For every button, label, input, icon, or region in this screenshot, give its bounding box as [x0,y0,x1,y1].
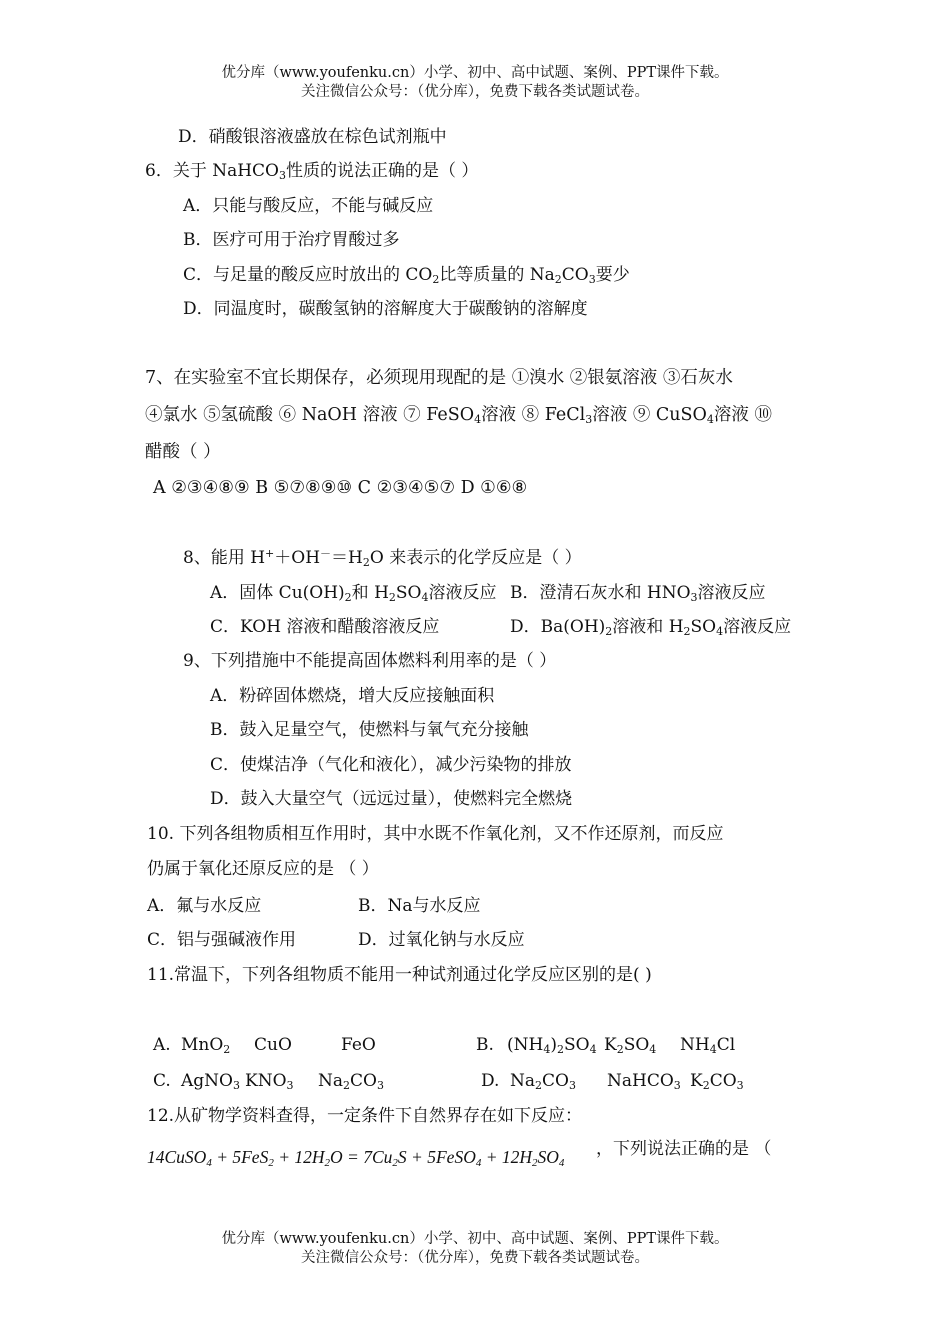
header-line-2: 关注微信公众号：（优分库），免费下载各类试题试卷。 [301,84,649,100]
q11-stem: 11.常温下，下列各组物质不能用一种试剂通过化学反应区别的是( ) [147,965,652,985]
q11-option-c-item-3: $Na_2CO_3$ [318,1071,384,1092]
q5-option-d: D．硝酸银溶液盛放在棕色试剂瓶中 [178,127,447,147]
q12-stem-tail: ，下列说法正确的是 （ [596,1139,772,1159]
q10-option-d: D．过氧化钠与水反应 [358,930,525,950]
q8-option-c: C．KOH 溶液和醋酸溶液反应 [210,617,440,637]
q9-stem: 9、下列措施中不能提高固体燃料利用率的是（ ） [183,651,557,671]
q11-option-a-item-2: CuO [254,1035,292,1055]
q7-line-2: ④氯水 ⑤氢硫酸 ⑥ NaOH 溶液 ⑦ FeSO$_4$溶液 ⑧ FeCl$_3$溶液 ⑨ CuSO$_4$溶液 ⑩ [145,405,772,426]
q11-option-b-item-3: $NH_4Cl$ [680,1035,736,1056]
q11-option-c-item-1: AgNO$_3$ [181,1071,240,1092]
footer-line-1: 优分库（www.youfenku.cn）小学、初中、高中试题、案例、PPT课件下载。 [221,1231,729,1247]
q6-stem: 6．关于 NaHCO$_3$性质的说法正确的是（ ） [145,161,479,182]
q11-option-d-item-3: $K_2CO_3$ [690,1071,744,1092]
q11-option-b-label: B. [476,1035,494,1055]
q11-option-d-item-2: NaHCO$_3$ [607,1071,681,1092]
q9-option-d: D．鼓入大量空气（远远过量），使燃料完全燃烧 [210,789,573,809]
q7-options: A ②③④⑧⑨ B ⑤⑦⑧⑨⑩ C ②③④⑤⑦ D ①⑥⑧ [153,478,528,498]
q6-option-c: C．与足量的酸反应时放出的 $CO_2$比等质量的 $Na_2CO_3$要少 [183,265,630,286]
footer-line-2: 关注微信公众号：（优分库），免费下载各类试题试卷。 [301,1250,649,1266]
q10-option-b: B．Na与水反应 [358,896,481,916]
q10-line-1: 10. 下列各组物质相互作用时，其中水既不作氧化剂，又不作还原剂，而反应 [147,824,724,844]
q10-line-2: 仍属于氧化还原反应的是 （ ） [147,859,379,879]
q6-option-b: B．医疗可用于治疗胃酸过多 [183,230,400,250]
q8-option-a: A．固体 $Cu(OH)_2$和 $H_2SO_4$溶液反应 [210,583,497,604]
q8-option-b: B．澄清石灰水和 $HNO_3$溶液反应 [510,583,766,604]
q7-line-1: 7、在实验室不宜长期保存，必须现用现配的是 ①溴水 ②银氨溶液 ③石灰水 [145,368,733,388]
q10-option-c: C．铝与强碱液作用 [147,930,297,950]
q9-option-c: C．使煤洁净（气化和液化），减少污染物的排放 [210,755,572,775]
q11-option-a-label: A. [153,1035,171,1055]
q7-line-3: 醋酸（ ） [145,442,221,462]
q9-option-b: B．鼓入足量空气，使燃料与氧气充分接触 [210,720,529,740]
q6-option-a: A．只能与酸反应，不能与碱反应 [183,196,434,216]
q10-option-a: A．氟与水反应 [147,896,262,916]
q8-option-d: D．$Ba(OH)_2$溶液和 $H_2SO_4$溶液反应 [510,617,792,638]
q11-option-a-item-1: MnO$_2$ [181,1035,231,1056]
q11-option-d-label: D. [481,1071,500,1091]
q11-option-a-item-3: FeO [341,1035,376,1055]
q12-stem: 12.从矿物学资料查得，一定条件下自然界存在如下反应： [147,1106,583,1126]
q11-option-d-item-1: $Na_2CO_3$ [510,1071,576,1092]
q11-option-c-label: C. [153,1071,171,1091]
q11-option-b-item-1: $(NH_4)_2SO_4$ [507,1035,597,1056]
q11-option-c-item-2: $KNO_3$ [245,1071,294,1092]
q11-option-b-item-2: $K_2SO_4$ [604,1035,657,1056]
q12-equation: 14CuSO$_4$ + $5FeS_2 + 12H_2O = 7Cu_2S$ + 5FeSO$_4$ + $12H_2SO_4$ [147,1147,565,1169]
header-line-1: 优分库（www.youfenku.cn）小学、初中、高中试题、案例、PPT课件下载。 [221,65,729,81]
q8-stem: 8、能用 $H^++OH^-=H_2O$ 来表示的化学反应是（ ） [183,547,582,569]
q9-option-a: A．粉碎固体燃烧，增大反应接触面积 [210,686,495,706]
q6-option-d: D．同温度时，碳酸氢钠的溶解度大于碳酸钠的溶解度 [183,299,588,319]
